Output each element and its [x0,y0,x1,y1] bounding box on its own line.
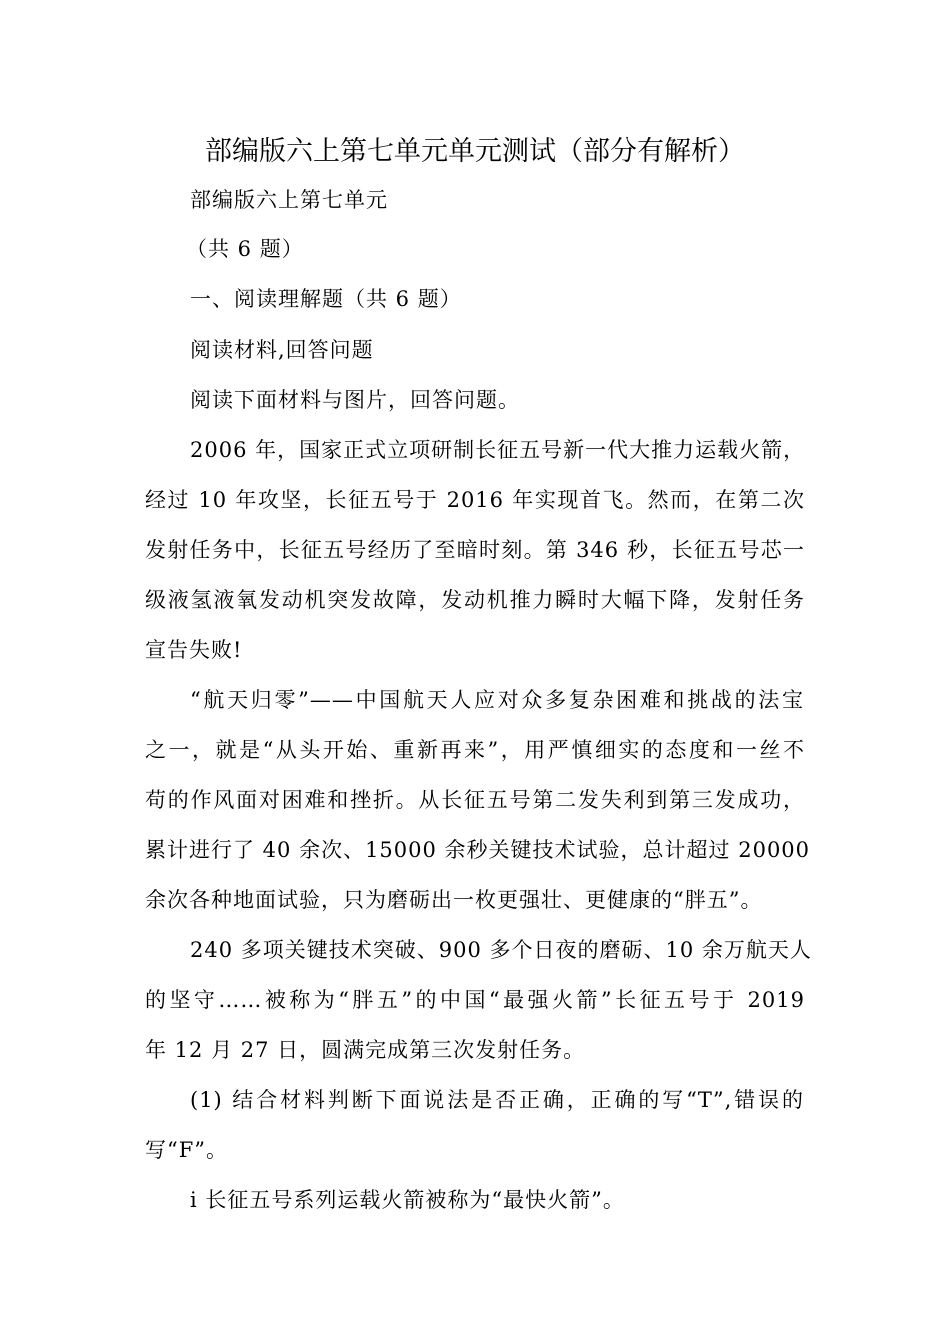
passage-p2-line-5: 余次各种地面试验，只为磨砺出一枚更强壮、更健康的“胖五”。 [145,888,763,912]
passage-p2-line-2: 之一，就是“从头开始、重新再来”，用严慎细实的态度和一丝不 [145,738,805,762]
question-1-item-i: i 长征五号系列运载火箭被称为“最快火箭”。 [190,1188,625,1212]
question-1-line-1: (1) 结合材料判断下面说法是否正确，正确的写“T”,错误的 [190,1088,804,1112]
passage-p1-line-4: 级液氢液氧发动机突发故障，发动机推力瞬时大幅下降，发射任务 [145,588,805,612]
passage-p3-line-3: 年 12 月 27 日，圆满完成第三次发射任务。 [145,1038,586,1062]
passage-p2-line-4: 累计进行了 40 余次、15000 余秒关键技术试验，总计超过 20000 [145,838,811,862]
passage-p3-line-2: 的坚守……被称为“胖五”的中国“最强火箭”长征五号于 2019 [145,988,805,1012]
passage-p1-line-1: 2006 年，国家正式立项研制长征五号新一代大推力运载火箭， [190,438,806,462]
document-title: 部编版六上第七单元单元测试（部分有解析） [205,136,745,167]
passage-p1-line-3: 发射任务中，长征五号经历了至暗时刻。第 346 秒，长征五号芯一 [145,538,805,562]
passage-p2-line-3: 苟的作风面对困难和挫折。从长征五号第二发失利到第三发成功， [145,788,805,812]
question-count: （共 6 题） [186,237,304,261]
question-1-line-2: 写“F”。 [145,1138,229,1162]
document-subtitle: 部编版六上第七单元 [190,188,388,212]
passage-p1-line-2: 经过 10 年攻坚，长征五号于 2016 年实现首飞。然而，在第二次 [145,488,805,512]
instruction-line-1: 阅读材料,回答问题 [190,338,374,362]
passage-p2-line-1: “航天归零”——中国航天人应对众多复杂困难和挑战的法宝 [190,688,804,712]
instruction-line-2: 阅读下面材料与图片，回答问题。 [190,388,520,412]
passage-p1-line-5: 宣告失败! [145,638,243,662]
passage-p3-line-1: 240 多项关键技术突破、900 多个日夜的磨砺、10 余万航天人 [190,938,812,962]
section-heading: 一、阅读理解题（共 6 题） [190,287,462,311]
